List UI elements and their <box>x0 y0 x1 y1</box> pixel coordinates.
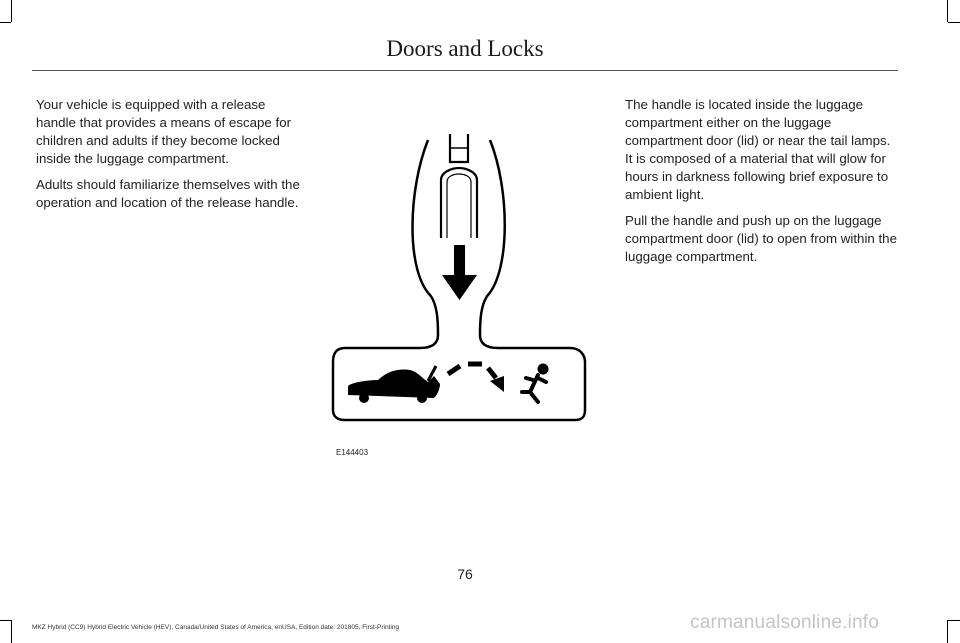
down-arrow-icon <box>442 245 477 300</box>
curved-arrow-icon <box>448 364 504 392</box>
paragraph: Adults should familiarize themselves with the operation and location of the release handle. <box>36 177 300 210</box>
paragraph: The handle is located inside the luggage compartment either on the luggage compartment door (lid) or near the tail lamps. It is composed of a material that will glow for hours in darkness following brief exposure to ambient light. <box>625 97 891 202</box>
watermark: carmanualsonline.info <box>690 612 880 633</box>
edition-footer: MKZ Hybrid (CC9) Hybrid Electric Vehicle (HEV), Canada/United States of America, enUSA, Edition date: 201805, First-Printing <box>32 624 400 631</box>
crop-mark <box>11 0 12 22</box>
car-open-trunk-icon <box>348 366 440 403</box>
figure-code: E144403 <box>336 448 369 457</box>
trunk-release-illustration <box>330 130 590 430</box>
crop-mark <box>0 620 11 621</box>
crop-mark <box>947 0 948 22</box>
crop-mark <box>947 620 948 643</box>
right-column <box>625 96 897 274</box>
paragraph: Your vehicle is equipped with a release handle that provides a means of escape for children and adults if they become locked inside the luggage compartment. <box>36 97 292 166</box>
running-person-icon <box>522 364 548 402</box>
header-divider <box>32 70 898 71</box>
crop-mark <box>948 22 960 23</box>
left-column <box>36 96 308 220</box>
crop-mark <box>11 620 12 643</box>
crop-mark <box>948 620 960 621</box>
page-title: Doors and Locks <box>386 36 544 61</box>
paragraph: Pull the handle and push up on the luggage compartment door (lid) to open from within the luggage compartment. <box>625 213 897 264</box>
crop-mark <box>0 22 11 23</box>
page-number: 76 <box>457 566 473 582</box>
